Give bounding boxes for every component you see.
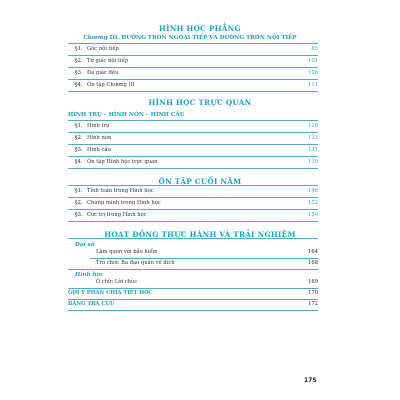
page-number: 131 [308, 147, 318, 153]
section-title: Góc nội tiếp [87, 46, 119, 52]
toc-row[interactable] [68, 247, 318, 258]
section-title: Ôn tập Hình học trực quan [87, 159, 158, 165]
toc-row[interactable] [68, 56, 318, 67]
section-number: §3. [75, 212, 83, 218]
section-number: §4. [75, 82, 83, 88]
toc-row[interactable] [68, 157, 318, 168]
section-number: §2. [75, 58, 83, 64]
section-title: GỢI Ý PHÂN CHIA TIẾT HỌC [68, 290, 153, 296]
page-number: 85 [311, 46, 318, 52]
part-title-year-end-review: ÔN TẬP CUỐI NĂM [158, 177, 242, 186]
section-title: Đa giác đều [87, 70, 119, 76]
divider [68, 221, 318, 222]
page-number: 111 [308, 82, 318, 88]
page-footer-number: 175 [304, 377, 317, 384]
section-title: Chứng minh trong Hình học [87, 200, 161, 206]
section-number: §2. [75, 200, 83, 206]
toc-row[interactable] [68, 145, 318, 156]
page-number: 139 [308, 159, 318, 165]
toc-row[interactable] [68, 210, 318, 221]
divider [68, 168, 318, 169]
toc-row[interactable] [68, 44, 318, 55]
subsection-label-geometry: Hình học [75, 272, 104, 278]
page-number: 106 [308, 70, 318, 76]
section-title: Trò chơi: Ba đạo quân về đích [96, 260, 175, 266]
page-number: 152 [308, 200, 318, 206]
section-title: Tứ giác nội tiếp [87, 58, 129, 64]
section-title: Cực trị trong Hình học [87, 212, 147, 218]
page-number: 159 [308, 212, 318, 218]
toc-row[interactable] [68, 299, 318, 310]
subsection-label-algebra: Đại số [75, 242, 95, 248]
toc-row[interactable] [68, 186, 318, 197]
section-title: Làm quen với bảo hiểm [96, 249, 158, 255]
toc-row[interactable] [68, 277, 318, 288]
section-title: Hình cầu [87, 147, 111, 153]
page-number: 168 [308, 260, 318, 266]
page-number: 170 [308, 290, 318, 296]
divider [68, 238, 318, 239]
toc-row[interactable] [68, 80, 318, 91]
part-title-plane-geometry: HÌNH HỌC PHẲNG [159, 24, 241, 33]
part-title-practical-activities: HOẠT ĐỘNG THỰC HÀNH VÀ TRẢI NGHIỆM [104, 230, 296, 239]
divider [68, 269, 318, 270]
section-number: §4. [75, 159, 83, 165]
section-title: Tính toán trong Hình học [87, 188, 154, 194]
part-title-visual-geometry: HÌNH HỌC TRỰC QUAN [148, 98, 252, 107]
page-number: 172 [308, 301, 318, 307]
section-number: §3. [75, 70, 83, 76]
toc-row[interactable] [68, 258, 318, 269]
divider [68, 310, 318, 311]
page-number: 164 [308, 249, 318, 255]
page-number: 146 [308, 188, 318, 194]
page-number: 116 [308, 123, 318, 129]
section-title: Ô chữ: Lời chúc [96, 279, 138, 285]
section-title: Hình trụ [87, 123, 110, 129]
chapter-heading: Chương III. ĐƯỜNG TRÒN NGOẠI TIẾP VÀ ĐƯỜNG TRÒN NỘI TIẾP [83, 35, 297, 41]
section-heading: HÌNH TRỤ – HÌNH NÓN – HÌNH CẦU [68, 112, 185, 118]
toc-row[interactable] [68, 68, 318, 79]
page-number: 123 [308, 135, 318, 141]
section-number: §1. [75, 123, 83, 129]
section-number: §3. [75, 147, 83, 153]
page-number: 169 [308, 279, 318, 285]
section-title: Ôn tập Chương III [87, 82, 135, 88]
section-number: §1. [75, 46, 83, 52]
section-title: BẢNG TRA CỨU [68, 301, 115, 307]
toc-row[interactable] [68, 121, 318, 132]
section-title: Hình nón [87, 135, 112, 141]
section-number: §1. [75, 188, 83, 194]
divider [68, 91, 318, 92]
toc-row[interactable] [68, 288, 318, 299]
toc-row[interactable] [68, 133, 318, 144]
page-number: 101 [308, 58, 318, 64]
toc-row[interactable] [68, 198, 318, 209]
section-number: §2. [75, 135, 83, 141]
